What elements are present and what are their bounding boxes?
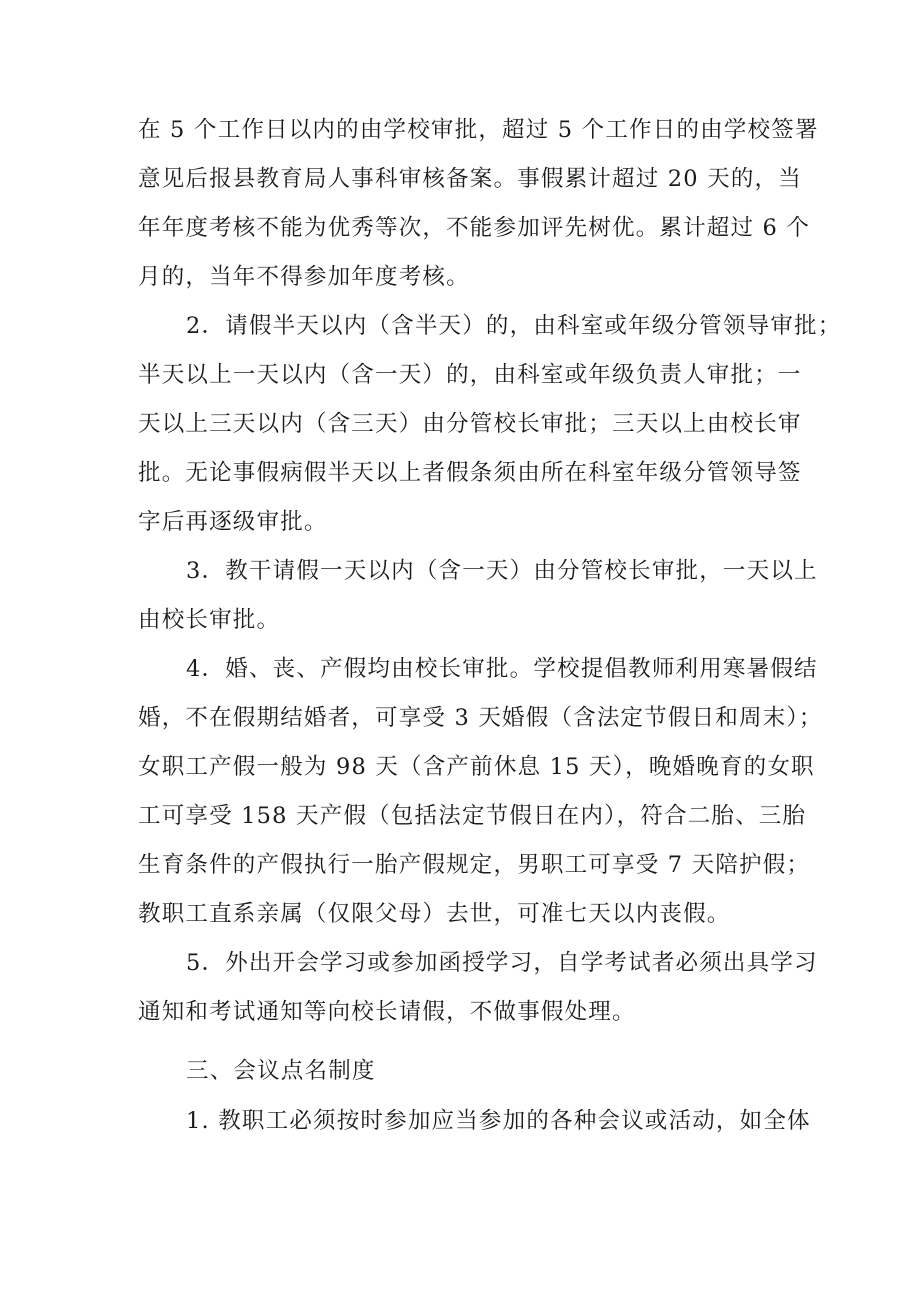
paragraph-line: 批。无论事假病假半天以上者假条须由所在科室年级分管领导签 <box>138 460 802 486</box>
paragraph-line: 在 5 个工作日以内的由学校审批，超过 5 个工作日的由学校签署 <box>138 117 819 143</box>
list-item-3-line: 3．教干请假一天以内（含一天）由分管校长审批，一天以上 <box>186 558 818 584</box>
paragraph-line: 年年度考核不能为优秀等次，不能参加评先树优。累计超过 6 个 <box>138 215 811 241</box>
paragraph-line: 女职工产假一般为 98 天（含产前休息 15 天），晚婚晚育的女职 <box>138 754 815 780</box>
section-heading: 三、会议点名制度 <box>186 1058 376 1084</box>
paragraph-line: 月的，当年不得参加年度考核。 <box>138 264 470 290</box>
list-item-1-line: 1. 教职工必须按时参加应当参加的各种会议或活动，如全体 <box>186 1108 811 1134</box>
paragraph-line: 半天以上一天以内（含一天）的，由科室或年级负责人审批；一 <box>138 362 802 388</box>
paragraph-line: 婚，不在假期结婚者，可享受 3 天婚假（含法定节假日和周末）； <box>138 705 823 731</box>
paragraph-line: 由校长审批。 <box>138 607 281 633</box>
paragraph-line: 通知和考试通知等向校长请假，不做事假处理。 <box>138 999 636 1025</box>
list-item-5-line: 5．外出开会学习或参加函授学习，自学考试者必须出具学习 <box>186 950 818 976</box>
paragraph-line: 教职工直系亲属（仅限父母）去世，可准七天以内丧假。 <box>138 901 731 927</box>
paragraph-line: 生育条件的产假执行一胎产假规定，男职工可享受 7 天陪护假； <box>138 852 811 878</box>
paragraph-line: 天以上三天以内（含三天）由分管校长审批；三天以上由校长审 <box>138 411 802 437</box>
paragraph-line: 字后再逐级审批。 <box>138 509 328 535</box>
paragraph-line: 意见后报县教育局人事科审核备案。事假累计超过 20 天的，当 <box>138 166 802 192</box>
paragraph-line: 工可享受 158 天产假（包括法定节假日在内），符合二胎、三胎 <box>138 803 807 829</box>
list-item-2-line: 2．请假半天以内（含半天）的，由科室或年级分管领导审批； <box>186 313 842 339</box>
list-item-4-line: 4．婚、丧、产假均由校长审批。学校提倡教师利用寒暑假结 <box>186 656 818 682</box>
